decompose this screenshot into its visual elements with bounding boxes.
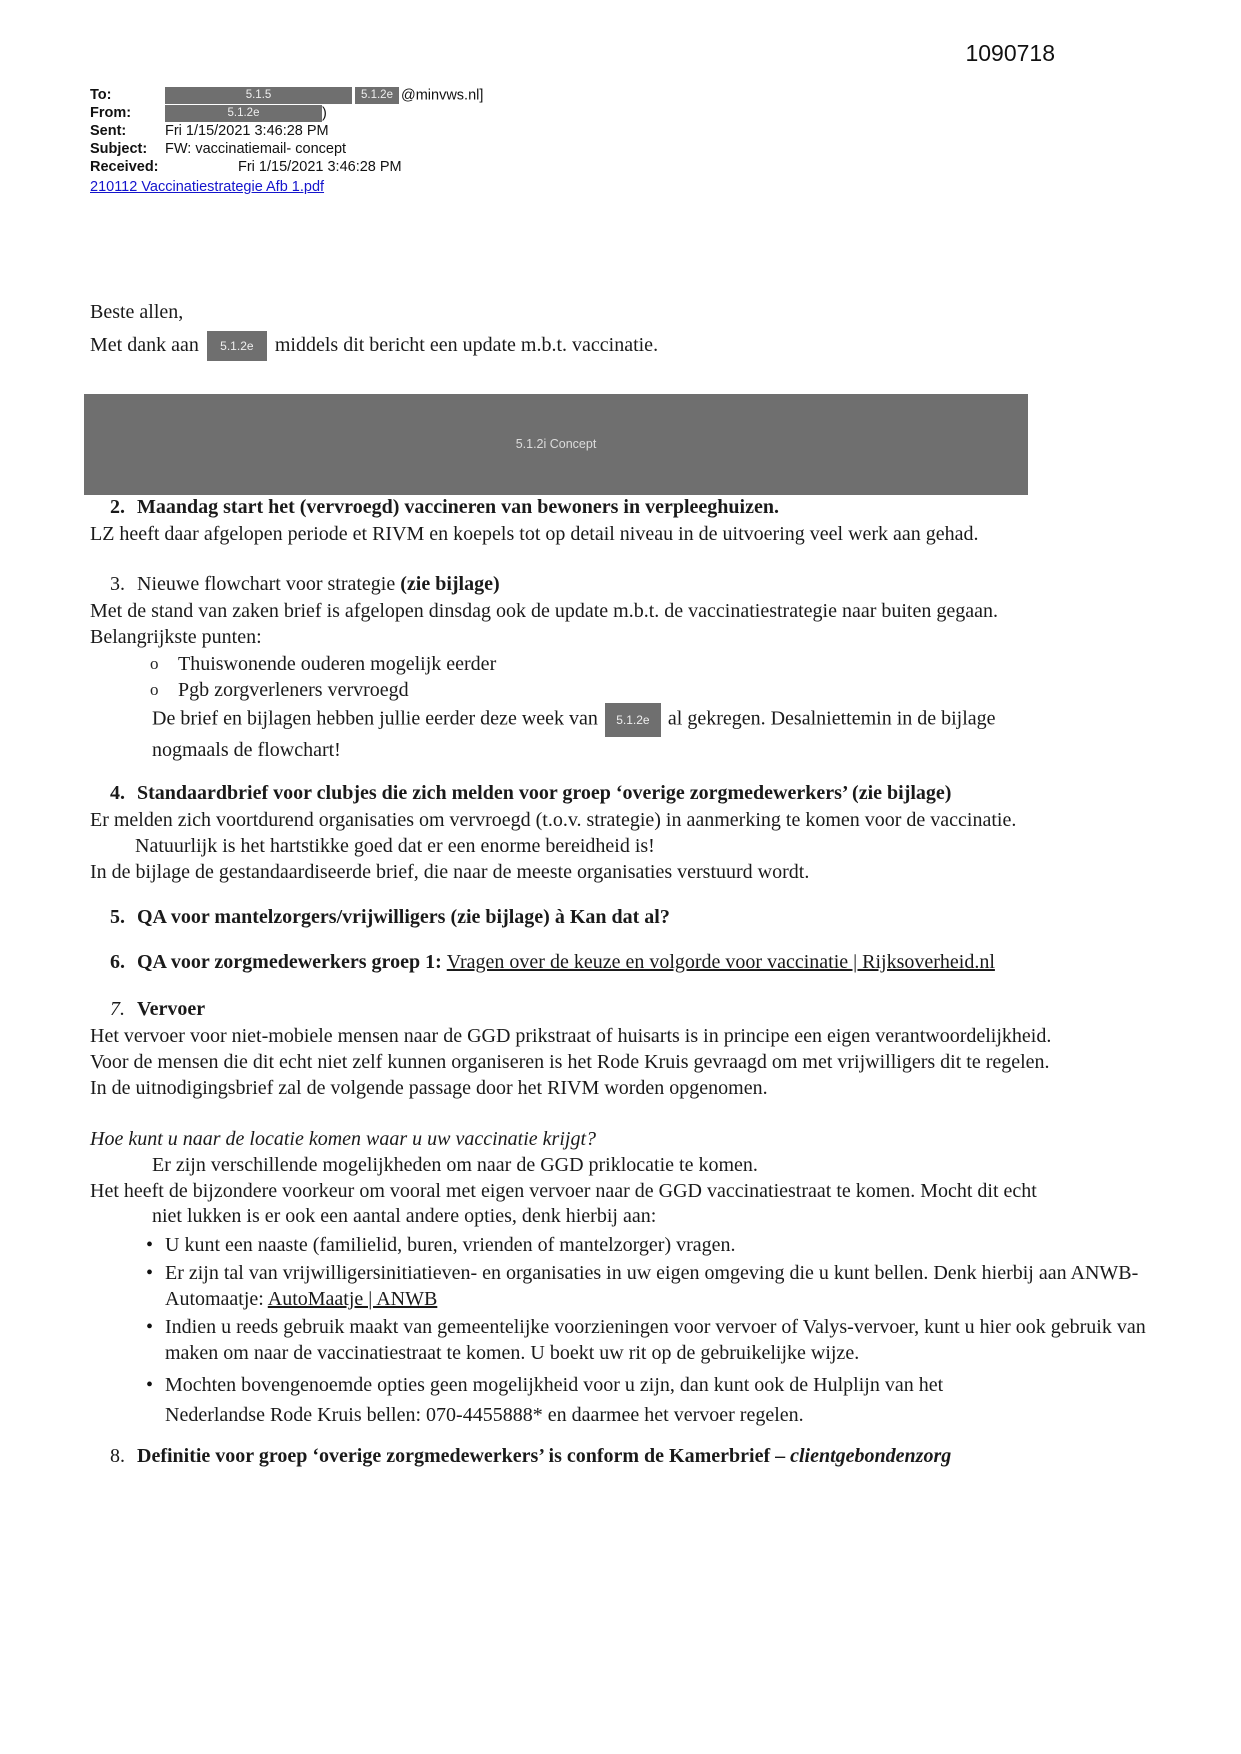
redaction-box: 5.1.2e — [355, 87, 399, 104]
intro-text-before: Met dank aan — [90, 334, 199, 356]
from-suffix-text: ) — [322, 105, 327, 122]
redaction-box: 5.1.2e — [165, 105, 322, 122]
item-7-answer-line2: niet lukken is er ook een aantal andere opties, denk hierbij aan: — [152, 1205, 657, 1228]
item-title: Vervoer — [137, 998, 206, 1021]
received-label: Received: — [90, 159, 159, 175]
item-number: 8. — [110, 1445, 125, 1468]
list-item — [90, 1314, 1156, 1366]
item-title: QA voor zorgmedewerkers groep 1: — [137, 951, 442, 974]
sent-label: Sent: — [90, 123, 127, 139]
item-7-paragraph: Voor de mensen die dit echt niet zelf kunnen organiseren is het Rode Kruis gevraagd om met vrijwilligers dit te regelen. — [90, 1051, 1050, 1074]
document-id-number: 1090718 — [965, 40, 1055, 66]
item-title-italic-part: clientgebondenzorg — [790, 1445, 952, 1468]
from-label: From: — [90, 105, 132, 121]
subject-label: Subject: — [90, 141, 148, 157]
bullet-text: Er zijn tal van vrijwilligersinitiatieven- en organisaties in uw eigen omgeving die u kunt bellen. Denk hierbij aan ANWB-Automaatje: — [165, 1262, 1139, 1311]
item-number: 3. — [110, 573, 125, 596]
intro-text-after: middels dit bericht een update m.b.t. vaccinatie. — [274, 334, 659, 356]
item-4-paragraph: Natuurlijk is het hartstikke goed dat er een enorme bereidheid is! — [135, 835, 655, 858]
to-domain-text: @minvws.nl] — [401, 87, 484, 104]
bullet-text-line2: Nederlandse Rode Kruis bellen: 070-4455888* en daarmee het vervoer regelen. — [165, 1404, 804, 1427]
transport-options-list — [90, 1232, 1156, 1430]
list-item-8-heading — [90, 1444, 1156, 1469]
list-item-6-heading — [90, 950, 1156, 975]
item-3-paragraph: Belangrijkste punten: — [90, 626, 262, 649]
item-7-answer-line: Er zijn verschillende mogelijkheden om naar de GGD priklocatie te komen. — [152, 1154, 758, 1177]
item-7-paragraph: In de uitnodigingsbrief zal de volgende passage door het RIVM worden opgenomen. — [90, 1077, 768, 1100]
item-3-paragraph-with-redaction — [90, 703, 1156, 764]
automaatje-anwb-link[interactable]: AutoMaatje | ANWB — [267, 1288, 438, 1311]
list-item — [90, 1370, 1156, 1430]
item-title: QA voor mantelzorgers/vrijwilligers (zie bijlage) à Kan dat al? — [137, 906, 670, 929]
list-item-4-heading — [90, 781, 1156, 806]
item-7-answer-line: Het heeft de bijzondere voorkeur om vooral met eigen vervoer naar de GGD vaccinatiestraat te komen. Mocht dit echt — [90, 1180, 1037, 1203]
item-3-paragraph: Met de stand van zaken brief is afgelopen dinsdag ook de update m.b.t. de vaccinatiestrategie naar buiten gegaan. — [90, 600, 998, 623]
item-4-paragraph: Er melden zich voortdurend organisaties om vervroegd (t.o.v. strategie) in aanmerking te komen voor de vaccinatie. — [90, 809, 1017, 832]
bullet-text: Mochten bovengenoemde opties geen mogelijkheid voor u zijn, dan kunt ook de Hulplijn van het — [165, 1374, 944, 1397]
item-title: Standaardbrief voor clubjes die zich melden voor groep ‘overige zorgmedewerkers’ (zie bijlage) — [137, 782, 952, 805]
list-item — [90, 1232, 1156, 1258]
item-title: Maandag start het (vervroegd) vaccineren van bewoners in verpleeghuizen. — [137, 496, 779, 519]
transport-question-italic: Hoe kunt u naar de locatie komen waar u uw vaccinatie krijgt? — [90, 1128, 597, 1151]
subject-value: FW: vaccinatiemail- concept — [165, 141, 347, 157]
rijksoverheid-link[interactable]: Vragen over de keuze en volgorde voor vaccinatie | Rijksoverheid.nl — [446, 951, 995, 974]
greeting-text: Beste allen, — [90, 301, 184, 323]
item-4-paragraph: In de bijlage de gestandaardiseerde brief, die naar de meeste organisaties verstuurd wordt. — [90, 861, 810, 884]
text-before-redaction: De brief en bijlagen hebben jullie eerder deze week van — [152, 708, 598, 730]
list-item-7-heading — [90, 997, 1156, 1022]
redaction-box: 5.1.2e — [207, 331, 267, 361]
item-number: 5. — [110, 906, 125, 929]
sent-value: Fri 1/15/2021 3:46:28 PM — [165, 123, 329, 139]
redaction-box: 5.1.2e — [605, 703, 661, 737]
list-item-2-heading — [90, 495, 1156, 520]
to-label: To: — [90, 87, 112, 103]
item-2-paragraph: LZ heeft daar afgelopen periode et RIVM en koepels tot op detail niveau in de uitvoering veel werk aan gehad. — [90, 523, 979, 546]
bullet-text: U kunt een naaste (familielid, buren, vrienden of mantelzorger) vragen. — [165, 1234, 736, 1257]
list-item-3-heading — [90, 572, 1156, 597]
list-item — [90, 1260, 1156, 1312]
sub-bullet-item: o Thuiswonende ouderen mogelijk eerder — [90, 651, 1156, 677]
item-7-paragraph: Het vervoer voor niet-mobiele mensen naar de GGD prikstraat of huisarts is in principe een eigen verantwoordelijkheid. — [90, 1025, 1052, 1048]
bullet-text: Indien u reeds gebruik maakt van gemeentelijke voorzieningen voor vervoer of Valys-vervoer, kunt u hier ook gebruik van maken om naar de vaccinatiestraat te komen. U boekt uw rit op de gebruikelijke wijze. — [165, 1316, 1146, 1365]
redaction-box: 5.1.5 — [165, 87, 352, 104]
list-item-5-heading — [90, 905, 1156, 930]
item-title: Nieuwe flowchart voor strategie — [137, 573, 401, 596]
text-after-redaction: al gekregen. Desalniettemin in de bijlage — [667, 708, 996, 730]
item-number: 7. — [110, 998, 125, 1021]
item-title: Definitie voor groep ‘overige zorgmedewerkers’ is conform de Kamerbrief – — [137, 1445, 791, 1468]
item-number: 6. — [110, 951, 125, 974]
redaction-block-label: 5.1.2i Concept — [515, 437, 597, 452]
sub-bullet-item: o Pgb zorgverleners vervroegd — [90, 677, 1156, 703]
large-redaction-block — [84, 394, 1028, 495]
item-title-bold-part: (zie bijlage) — [400, 573, 500, 596]
attachment-link[interactable]: 210112 Vaccinatiestrategie Afb 1.pdf — [90, 179, 325, 195]
email-body — [90, 0, 1156, 1469]
item-number: 2. — [110, 496, 125, 519]
intro-paragraph — [90, 330, 1156, 361]
item-3-paragraph-line2: nogmaals de flowchart! — [152, 739, 341, 762]
item-number: 4. — [110, 782, 125, 805]
received-value: Fri 1/15/2021 3:46:28 PM — [238, 159, 402, 175]
